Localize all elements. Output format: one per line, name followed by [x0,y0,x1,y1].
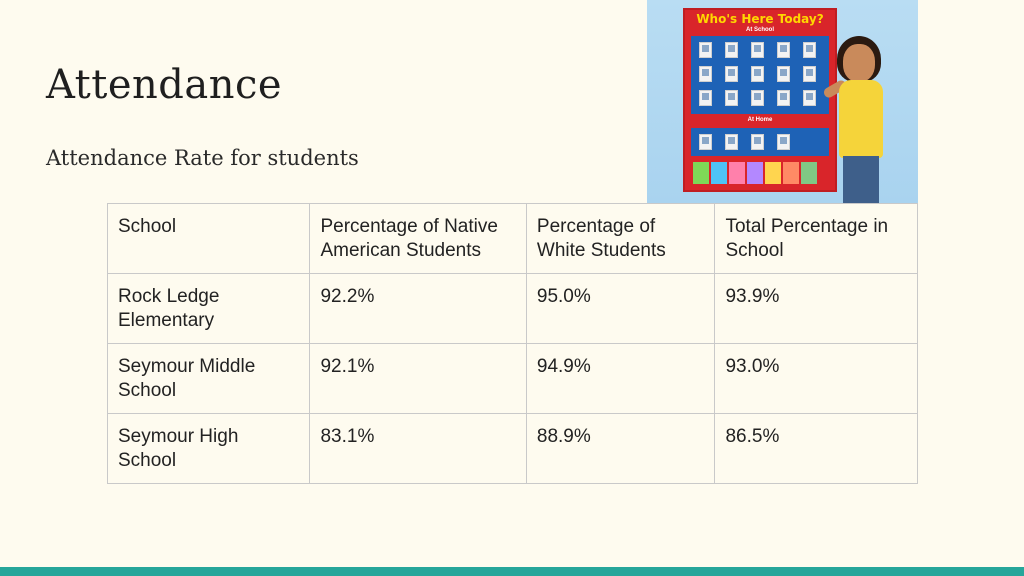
pocket-chart-photo [647,0,918,203]
student-card [751,90,764,106]
girl-face [843,44,875,82]
color-strip [729,162,745,184]
student-card [725,90,738,106]
student-card [751,42,764,58]
native-american-pct-cell: 83.1% [310,414,526,484]
student-card [699,90,712,106]
white-pct-cell: 88.9% [526,414,715,484]
girl-jeans [843,156,879,203]
student-card [803,42,816,58]
total-pct-cell: 93.9% [715,274,918,344]
student-card [699,66,712,82]
header-cell: Total Percentage in School [715,204,918,274]
student-card [777,90,790,106]
bottom-accent-bar [0,567,1024,576]
slide-title: Attendance [46,62,283,108]
student-card [803,90,816,106]
school-name-cell: Seymour Middle School [108,344,310,414]
school-name-cell: Rock Ledge Elementary [108,274,310,344]
board-subtitle-home: At Home [747,117,773,123]
total-pct-cell: 93.0% [715,344,918,414]
student-card [777,66,790,82]
student-card [699,42,712,58]
attendance-table [107,203,918,484]
header-cell: Percentage of White Students [526,204,715,274]
pocket-area-home [691,128,829,156]
table-row [108,344,918,414]
board-subtitle: At School [746,27,774,33]
table-row [108,414,918,484]
color-strip [711,162,727,184]
header-cell: School [108,204,310,274]
total-pct-cell: 86.5% [715,414,918,484]
student-card [751,66,764,82]
native-american-pct-cell: 92.2% [310,274,526,344]
school-name-cell: Seymour High School [108,414,310,484]
student-card [725,66,738,82]
native-american-pct-cell: 92.1% [310,344,526,414]
student-card [777,42,790,58]
white-pct-cell: 95.0% [526,274,715,344]
color-strip [783,162,799,184]
pocket-chart-board [683,8,837,192]
board-title: Who's Here Today? [696,12,824,26]
color-strip [801,162,817,184]
header-cell: Percentage of Native American Students [310,204,526,274]
student-card [751,134,764,150]
white-pct-cell: 94.9% [526,344,715,414]
color-strip [747,162,763,184]
table-row [108,274,918,344]
color-strip [693,162,709,184]
student-card [777,134,790,150]
slide-subtitle: Attendance Rate for students [46,146,359,170]
girl-shirt [839,80,883,158]
student-card [725,134,738,150]
student-card [699,134,712,150]
color-strip [765,162,781,184]
student-card [725,42,738,58]
pocket-area-school [691,36,829,114]
student-card [803,66,816,82]
table-header-row [108,204,918,274]
